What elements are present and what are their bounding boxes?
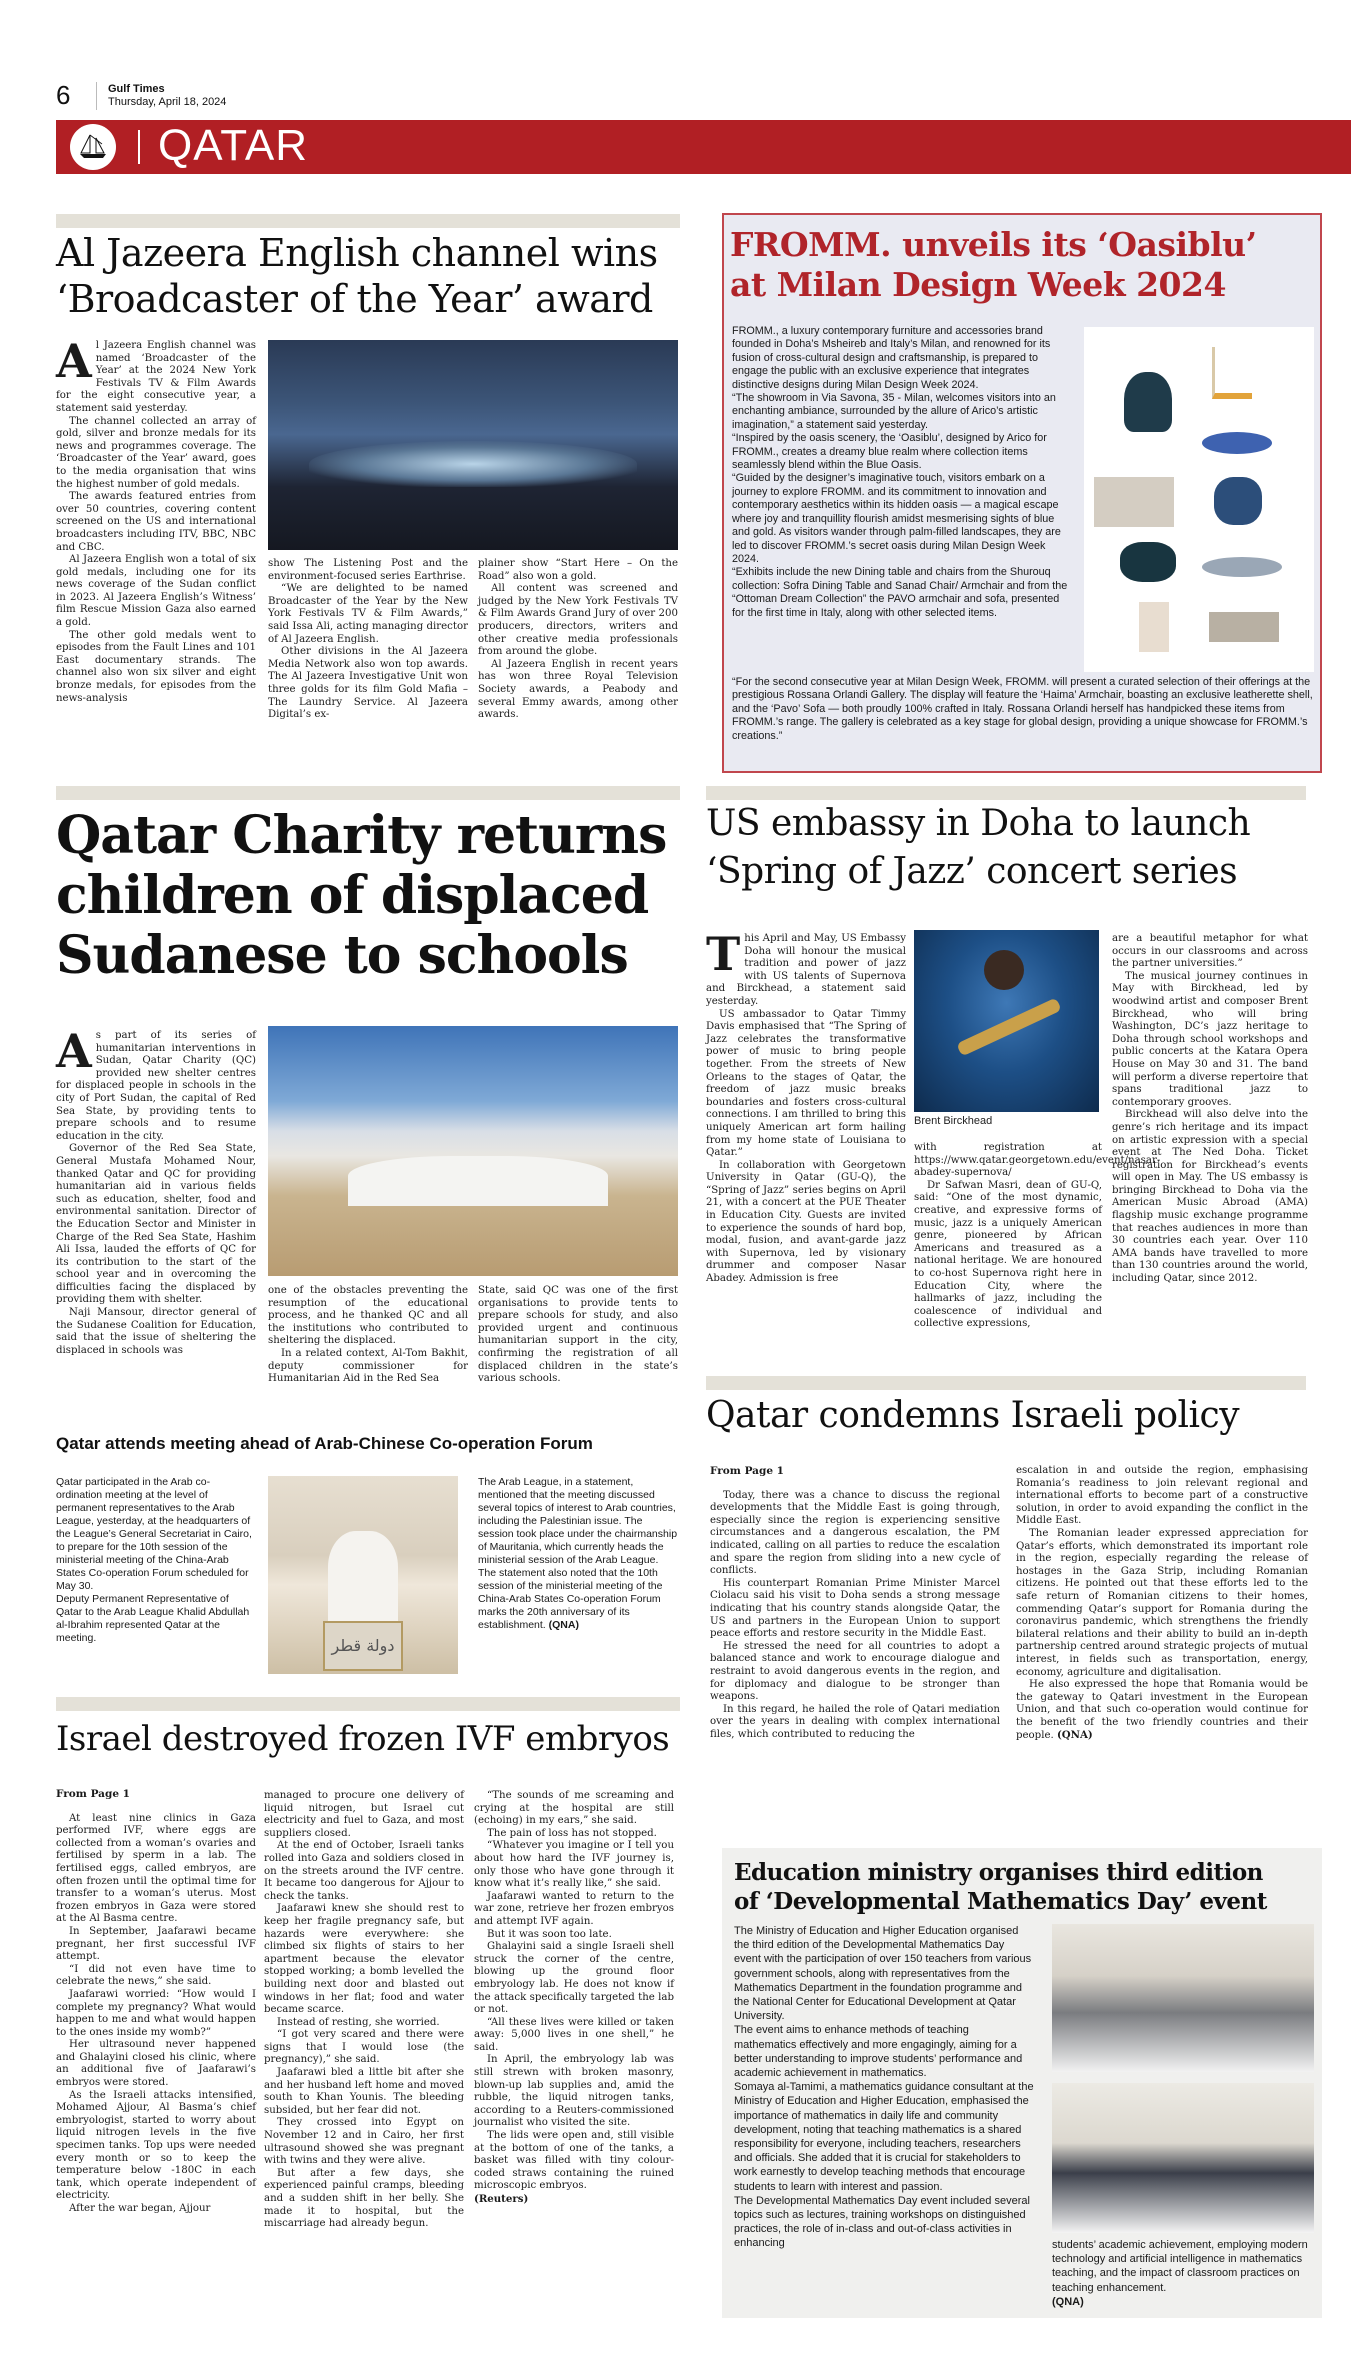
- paragraph: “I did not even have time to celebrate the news,” she said.: [56, 1963, 256, 1988]
- nameplate: دولة قطر: [323, 1621, 403, 1671]
- paragraph: The event aims to enhance methods of teaching mathematics effectively and more engagingly, aiming for a better understanding to improve students’ performance and academic achievement in mathematics.: [734, 2024, 1023, 2080]
- news-credit: (QNA): [1056, 1729, 1093, 1742]
- news-credit: (QNA): [548, 1619, 579, 1631]
- page-number: 6: [56, 80, 71, 110]
- article-rule: [706, 786, 1306, 800]
- paragraph: “For the second consecutive year at Milan Design Week, FROMM. will present a curated selection of their offerings at the prestigious Rossana Orlandi Gallery. The display will feature the ‘Haima’ Armchair, boasting an exclusive leatherette shell, and the ‘Pavo’ Sofa — both proudly 100% crafted in Italy. Rossana Orlandi herself has handpicked these items from FROMM.’s range. The gallery is celebrated as a key stage for global design, providing a unique showcase for FROMM.’s creations.”: [732, 676, 1313, 742]
- paragraph: are a beautiful metaphor for what occurs in our classrooms and across the partner universities.”: [1112, 933, 1308, 970]
- paragraph: Instead of resting, she worried.: [277, 2016, 440, 2028]
- article-column: [1016, 1465, 1308, 1743]
- paragraph: “The sounds of me screaming and crying at the hospital are still (echoing) in my ears,” she said.: [474, 1790, 674, 1827]
- paragraph: Other divisions in the Al Jazeera Media Network also won top awards. The Al Jazeera Investigative Unit won three golds for its film Gold Mafia – The Laundry Service. Al Jazeera Digital’s ex-: [268, 646, 468, 721]
- headline-charity: [56, 806, 686, 986]
- paragraph: The pain of loss has not stopped.: [487, 1827, 657, 1839]
- paragraph: In April, the embryology lab was still strewn with broken masonry, blown-up lab supplies and, amid the rubble, the liquid nitrogen tanks, according to a Reuters-commissioned journalist who visited the site.: [474, 2054, 674, 2129]
- table-image: [1202, 432, 1272, 454]
- paragraph: Birckhead will also delve into the genre’s rich heritage and its impact on artistic expression with a special event at The Ned Doha. Ticket registration for Birckhead’s events will open in May. The US embassy is bringing Birckhead to Doha via the American Music Abroad (AMA) flagship music exchange programme that reaches audiences in more than 30 countries each year. Over 110 AMA bands have travelled to more than 130 countries around the world, including Qatar, since 2012.: [1112, 1109, 1308, 1285]
- article-column: [268, 1285, 468, 1386]
- saxophonist-photo: [914, 930, 1099, 1112]
- paragraph: “Guided by the designer’s imaginative touch, visitors embark on a journey to explore FROMM. and its commitment to innovation and contemporary aesthetics within its hidden oasis — a magical escape where joy and tranquillity flourish amidst mesmerising sights of blue and gold. As visitors wander through palm-filled landscapes, they are led to discover FROMM.’s secret oasis during Milan Design Week 2024.: [732, 472, 1061, 565]
- article-column: [478, 558, 678, 722]
- paragraph: But after a few days, she experienced painful cramps, bleeding and a sudden shift in her belly. She made it to hospital, but the miscarriage had already begun.: [264, 2167, 464, 2230]
- from-page-label: From Page 1: [710, 1465, 784, 1477]
- delegate-figure: [328, 1531, 398, 1621]
- paragraph: show The Listening Post and the environment-focused series Earthrise.: [268, 558, 468, 582]
- headline-arab-forum: Qatar attends meeting ahead of Arab-Chinese Co-operation Forum: [56, 1434, 593, 1453]
- paragraph: with registration at https://www.qatar.georgetown.edu/event/nasar-abadey-supernova/: [914, 1142, 1161, 1179]
- paragraph: The Ministry of Education and Higher Education organised the third edition of the Developmental Mathematics Day event with the participation of over 150 teachers from various government schools, along with representatives from the Mathematics Department in the foundation programme and the National Center for Educational Development at Qatar University.: [734, 1925, 1032, 2023]
- paragraph: “All these lives were killed or taken away: 5,000 lives in one shell,” he said.: [474, 2016, 674, 2053]
- section-title: QATAR: [158, 121, 309, 170]
- tent-shape: [348, 1156, 608, 1206]
- paragraph: escalation in and outside the region, emphasising Romania’s readiness to join relevant regional and international efforts to become part of a constructive solution, in order to avoid expanding the conflict in the Middle East.: [1016, 1465, 1308, 1527]
- headline-line: Sudanese to schools: [56, 925, 628, 986]
- paragraph: “I got very scared and there were signs that I would lose (the pregnancy),” she said.: [264, 2029, 464, 2066]
- article-column: [914, 1142, 1161, 1331]
- paragraph: “We are delighted to be named Broadcaster of the Year by the New York Festivals TV & Film Awards,” said Issa Ali, acting managing director of Al Jazeera English.: [268, 583, 468, 645]
- paragraph: In September, Jaafarawi became pregnant, her first successful IVF attempt.: [56, 1925, 256, 1963]
- headline-line: of ‘Developmental Mathematics Day’ event: [734, 1888, 1267, 1915]
- article-rule: [56, 786, 680, 800]
- paragraph: In this regard, he hailed the role of Qatari mediation over the years in dealing with complex international files, which contributed to reducing the: [710, 1703, 1000, 1740]
- paragraph: Jaafarawi bled a little bit after she and her husband left home and moved south to Khan Younis. The bleeding subsided, but her fear did not.: [264, 2067, 464, 2116]
- headline-condemns: Qatar condemns Israeli policy: [706, 1395, 1240, 1436]
- paragraph: The Arab League, in a statement, mentioned that the meeting discussed several topics of interest to Arab countries, including the Palestinian issue. The session took place under the chairmanship of Mauritania, which currently heads the ministerial session of the Arab League. The statement also noted that the 10th session of the ministerial meeting of the China-Arab States Co-operation Forum marks the 20th anniversary of its establishment.: [478, 1476, 678, 1631]
- paragraph: The Developmental Mathematics Day event included several topics such as lectures, training workshops on distinguished practices, the role of in-class and out-of-class activities in enhancing: [734, 2194, 1030, 2250]
- paragraph: In a related context, Al-Tom Bakhit, deputy commissioner for Humanitarian Aid in the Red Sea: [268, 1347, 468, 1385]
- article-column: [264, 1790, 464, 2231]
- sofa-image: [1094, 477, 1174, 527]
- musician-head: [984, 950, 1024, 990]
- paragraph: students’ academic achievement, employing modern technology and artificial intelligence in mathematics teaching, and the impact of classroom practices on teaching enhancement.: [1052, 2239, 1308, 2294]
- chair-image: [1212, 347, 1252, 399]
- newsroom-photo: [268, 340, 678, 550]
- paragraph: He stressed the need for all countries to adopt a balanced stance and work to encourage dialogue and restraint to avoid dangerous events in the region, and for diplomacy and dialogue to be stronger than weapons.: [710, 1640, 1000, 1703]
- article-column: [1112, 933, 1308, 1286]
- photo-caption: Brent Birckhead: [914, 1115, 993, 1127]
- paragraph: The lids were open and, still visible at the bottom of one of the tanks, a basket was filled with tiny colour-coded straws containing the ruined microscopic embryos.: [474, 2130, 674, 2192]
- headline-jazz: [706, 800, 1326, 896]
- paragraph: Somaya al-Tamimi, a mathematics guidance consultant at the Ministry of Education and Higher Education, emphasised the importance of mathematics in daily life and community development, noting that teaching mathematics is a shared responsibility for everyone, including teachers, researchers and officials. She added that it is crucial for stakeholders to work earnestly to develop teaching methods that encourage students to learn with interest and passion.: [734, 2081, 1034, 2193]
- paragraph: his April and May, US Embassy Doha will honour the musical tradition and power of jazz with US talents of Supernova and Birckhead, a statement said yesterday.: [706, 933, 906, 1007]
- paragraph: managed to procure one delivery of liquid nitrogen, but Israel cut electricity and fuel to Gaza, and most suppliers closed.: [264, 1790, 464, 1839]
- paragraph: US ambassador to Qatar Timmy Davis emphasised that “The Spring of Jazz celebrates the transformative power of music to bring people together. From the streets of New Orleans to the stages of Qatar, the freedom of jazz music breaks boundaries and fosters cross-cultural connections. I am thrilled to bring this uniquely American art form hailing from my home state of Louisiana to Qatar.”: [706, 1008, 906, 1159]
- article-column: [56, 1788, 256, 2216]
- section-divider: [138, 130, 140, 164]
- headline-line: Qatar Charity returns: [56, 805, 667, 866]
- armchair-image: [1124, 372, 1172, 432]
- article-column: [734, 1924, 1034, 2251]
- headline-line: children of displaced: [56, 865, 649, 926]
- publication-name: Gulf Times: [108, 83, 165, 95]
- paragraph: Dr Safwan Masri, dean of GU-Q, said: “One of the most dynamic, creative, and expressive forms of music, jazz is a uniquely American genre, pioneered by African Americans and treasured as a national heritage. We are honoured to co-host Supernova right here in Education City, where the hallmarks of jazz, including the coalescence of individual and collective expressions,: [914, 1179, 1102, 1330]
- article-column: [1052, 2238, 1314, 2309]
- paragraph: s part of its series of humanitarian interventions in Sudan, Qatar Charity (QC) provided new shelter centres for displaced people in schools in the city of Port Sudan, the capital of Red Sea State, by providing tents to prepare schools and to resume education in the city.: [56, 1030, 256, 1142]
- headline-ivf: Israel destroyed frozen IVF embryos: [56, 1719, 670, 1759]
- headline-line: Education ministry organises third edition: [734, 1859, 1263, 1886]
- headline-line: FROMM. unveils its ‘Oasiblu’: [730, 225, 1257, 264]
- article-column: [706, 927, 906, 1286]
- paragraph: plainer show “Start Here – On the Road” also won a gold.: [478, 558, 678, 582]
- paragraph: The Romanian leader expressed appreciation for Qatar’s efforts, which demonstrated its important role in the region, especially regarding the release of hostages in the Gaza Strip, including Romanian citizens. He pointed out that these efforts led to the safe return of Romanian citizens to their homes, commending Qatar’s support for Romania during the coronavirus pandemic, which strengthens the friendly bilateral relations and their ability to build an in-depth partnership centred around strategic projects of mutual interest, in fields such as transportation, energy, economy, agriculture and digitalisation.: [1016, 1527, 1308, 1678]
- dhow-boat-icon: [70, 124, 116, 170]
- paragraph: Al Jazeera English won a total of six gold medals, including one for its news coverage of the Sudan conflict in 2023. Al Jazeera English’s Witness’ film Rescue Mission Gaza also earned a gold.: [56, 554, 256, 629]
- teachers-workshop-photo: [1052, 1924, 1314, 2072]
- patterned-chair-image: [1214, 477, 1262, 525]
- tents-photo: [268, 1026, 678, 1276]
- headline-fromm: [730, 225, 1320, 305]
- article-rule: [56, 214, 680, 228]
- paragraph: Deputy Permanent Representative of Qatar to the Arab League Khalid Abdullah al-Ibrahim represented Qatar at the meeting.: [56, 1593, 250, 1644]
- publication-date: Thursday, April 18, 2024: [108, 96, 227, 108]
- officials-meeting-photo: [1052, 2083, 1314, 2233]
- dining-chair-image: [1139, 602, 1169, 652]
- drop-cap: A: [56, 334, 92, 388]
- paragraph: l Jazeera English channel was named ‘Broadcaster of the Year’ at the 2024 New York Festivals TV & Film Awards for the eight consecutive year, a statement said yesterday.: [56, 340, 256, 414]
- headline-education: [734, 1858, 1314, 1916]
- furniture-collage: [1084, 327, 1314, 672]
- paragraph: “Exhibits include the new Dining table and chairs from the Shurouq collection: Sofra Dining Table and Sanad Chair/ Armchair and from the “Ottoman Dream Collection” the PAVO armchair and sofa, presented for the first time in Italy, along with other selected items.: [732, 566, 1068, 619]
- paragraph: Jaafarawi wanted to return to the war zone, retrieve her frozen embryos and attempt IVF again.: [474, 1890, 674, 1927]
- paragraph: But it was soon too late.: [487, 1928, 612, 1940]
- headline-line: US embassy in Doha to launch: [706, 803, 1251, 844]
- paragraph: Jaafarawi knew she should rest to keep her fragile pregnancy safe, but hazards were everywhere: she climbed six flights of stairs to her apartment because the elevator stopped working; a bomb levelled the building next door and blasted out windows in her flat; food and water became scarce.: [264, 1903, 464, 2016]
- paragraph: The channel collected an array of gold, silver and bronze medals for its news and programmes coverage. The ‘Broadcaster of the Year’ award, goes to the media organisation that wins the highest number of gold medals.: [56, 415, 256, 490]
- paragraph: FROMM., a luxury contemporary furniture and accessories brand founded in Doha’s Msheireb and Italy’s Milan, and renowned for its fusion of cross-cultural design and craftsmanship, is prepared to engage the public with an exclusive experience that integrates distinctive designs during Milan Design Week 2024.: [732, 325, 1051, 391]
- paragraph: He also expressed the hope that Romania would be the gateway to Qatari investment in the European Union, and that such co-operation would continue for the benefit of the two friendly countries and their people.: [1016, 1679, 1308, 1742]
- paragraph: At least nine clinics in Gaza performed IVF, where eggs are collected from a woman’s ovaries and fertilised by sperm in a lab. The fertilised eggs, called embryos, are often frozen until the optimal time for transfer to a woman’s uterus. Most frozen embryos in Gaza were stored at the Al Basma centre.: [56, 1812, 256, 1925]
- article-rule: [706, 1376, 1306, 1390]
- paragraph: Today, there was a chance to discuss the regional developments that the Middle East is going through, especially since the region is experiencing sensitive circumstances and a dangerous escalation, the PM indicated, calling on all parties to reduce the escalation and spare the region from sliding into a new cycle of conflicts.: [710, 1489, 1000, 1577]
- paragraph: The awards featured entries from over 50 countries, covering content screened on the US and international broadcasters including ITV, BBC, NBC and CBC.: [56, 491, 256, 553]
- paragraph: At the end of October, Israeli tanks rolled into Gaza and soldiers closed in on the streets around the IVF centre. It became too dangerous for Ajjour to check the tanks.: [264, 1840, 464, 1902]
- article-rule: [56, 1697, 680, 1711]
- paragraph: State, said QC was one of the first organisations to provide tents to prepare schools for study, and also provided urgent and continuous humanitarian support in the city, confirming the registration of all displaced children in the state’s various schools.: [478, 1285, 678, 1385]
- headline-line: ‘Spring of Jazz’ concert series: [706, 851, 1238, 892]
- article-column: [268, 558, 468, 722]
- education-box: [722, 1848, 1322, 2318]
- dining-table-image: [1202, 557, 1282, 577]
- headline-line: ‘Broadcaster of the Year’ award: [56, 277, 653, 321]
- news-credit: (Reuters): [474, 2193, 529, 2205]
- paragraph: “Inspired by the oasis scenery, the ‘Oasiblu’, designed by Arico for FROMM., creates a dreamy blue realm where collection items seamlessly blend within the Blue Oasis.: [732, 432, 1047, 472]
- paragraph: one of the obstacles preventing the resumption of the educational process, and he thanked QC and all the institutions who contributed to sheltering the displaced.: [268, 1285, 468, 1347]
- paragraph: Ghalayini said a single Israeli shell struck the corner of the centre, blowing up the ground floor embryology lab. He does not know if the attack specifically targeted the lab or not.: [474, 1941, 674, 2016]
- article-column: [56, 334, 256, 705]
- paragraph: After the war began, Ajjour: [69, 2203, 211, 2214]
- article-column: [474, 1790, 674, 2206]
- paragraph: Al Jazeera English in recent years has won three Royal Television Society awards, a Peabody and several Emmy awards, among other awards.: [478, 658, 678, 721]
- paragraph: Naji Mansour, director general of the Sudanese Coalition for Education, said that the issue of sheltering the displaced in schools was: [56, 1307, 256, 1356]
- drop-cap: A: [56, 1024, 92, 1078]
- article-column: [56, 1476, 252, 1645]
- paragraph: Governor of the Red Sea State, General Mustafa Mohamed Nour, thanked Qatar and QC for providing humanitarian aid in various fields such as education, shelter, food and environmental sanitation. Director of the Education Sector and Minister in Charge of the Red Sea State, Hashim Ali Issa, lauded the efforts of QC for its contribution to the start of the school year and in overcoming the difficulties facing the displaced by providing them with shelter.: [56, 1143, 256, 1306]
- paragraph: As the Israeli attacks intensified, Mohamed Ajjour, Al Basma’s chief embryologist, started to worry about liquid nitrogen levels in the five specimen tanks. Top ups were needed every month or so to keep the temperature below -180C in each tank, which operate independent of electricity.: [56, 2089, 256, 2202]
- loveseat-image: [1120, 542, 1176, 582]
- news-credit: (QNA): [1052, 2295, 1084, 2308]
- masthead-divider: [96, 82, 97, 110]
- paragraph: The musical journey continues in May with Birckhead, led by woodwind artist and composer Brent Birckhead, who will bring Washington, DC’s jazz heritage to Doha through school workshops and public concerts at the Katara Opera House on May 30 and 31. The band will perform a diverse repertoire that spans traditional jazz to contemporary grooves.: [1112, 970, 1308, 1108]
- article-column: [56, 1024, 256, 1357]
- article-column: [710, 1465, 1000, 1741]
- paragraph: In collaboration with Georgetown University in Qatar (GU-Q), the “Spring of Jazz” series begins on April 21, with a concert at the PUE Theater in Education City. Guests are invited to experience the sounds of hard bop, modal, fusion, and avant-garde jazz with Supernova, led by visionary drummer and composer Nasar Abadey. Admission is free: [706, 1159, 906, 1285]
- paragraph: They crossed into Egypt on November 12 and in Cairo, her first ultrasound showed she was pregnant with twins and they were alive.: [264, 2117, 464, 2167]
- paragraph: His counterpart Romanian Prime Minister Marcel Ciolacu said his visit to Doha sends a strong message indicating that his country stands alongside Qatar, the US and partners in the European Union to support peace efforts and restore security in the Middle East.: [710, 1577, 1000, 1640]
- headline-line: Al Jazeera English channel wins: [56, 231, 658, 275]
- paragraph: The other gold medals went to episodes from the Fault Lines and 101 East documentary strands. The channel also won six silver and eight bronze medals, for episodes from the news-analysis: [56, 629, 256, 704]
- headline-line: at Milan Design Week 2024: [730, 265, 1226, 304]
- from-page-label: From Page 1: [56, 1788, 130, 1800]
- fromm-body: [732, 325, 1072, 620]
- drop-cap: T: [706, 927, 741, 981]
- saxophone-shape: [956, 997, 1062, 1056]
- article-column: [478, 1476, 678, 1632]
- paragraph: Her ultrasound never happened and Ghalayini closed his clinic, where an additional five of Jaafarawi’s embryos were stored.: [56, 2039, 256, 2089]
- article-column: [478, 1285, 678, 1386]
- paragraph: All content was screened and judged by the New York Festivals TV & Film Awards Grand Jury of over 200 producers, directors, writers and other creative media professionals from around the globe.: [478, 583, 678, 658]
- fromm-advertorial-box: [722, 213, 1322, 773]
- paragraph: “The showroom in Via Savona, 35 - Milan, welcomes visitors into an enchanting ambiance, surrounded by the allure of Arico’s artistic imagination,” a statement said yesterday.: [732, 392, 1056, 431]
- lounge-set-image: [1209, 612, 1279, 642]
- paragraph: Jaafarawi worried: “How would I complete my pregnancy? What would happen to me and what would happen to the ones inside my womb?”: [56, 1988, 256, 2038]
- headline-aljazeera: [56, 230, 686, 322]
- paragraph: Qatar participated in the Arab co-ordination meeting at the level of permanent representatives to the Arab League, yesterday, at the headquarters of the League’s General Secretariat in Cairo, to prepare for the 10th session of the ministerial meeting of the China-Arab States Co-operation Forum scheduled for May 30.: [56, 1476, 252, 1592]
- delegate-photo: [268, 1476, 458, 1674]
- paragraph: “Whatever you imagine or I tell you about how hard the IVF journey is, only those who have gone through it know what it’s really like,” she said.: [474, 1840, 674, 1890]
